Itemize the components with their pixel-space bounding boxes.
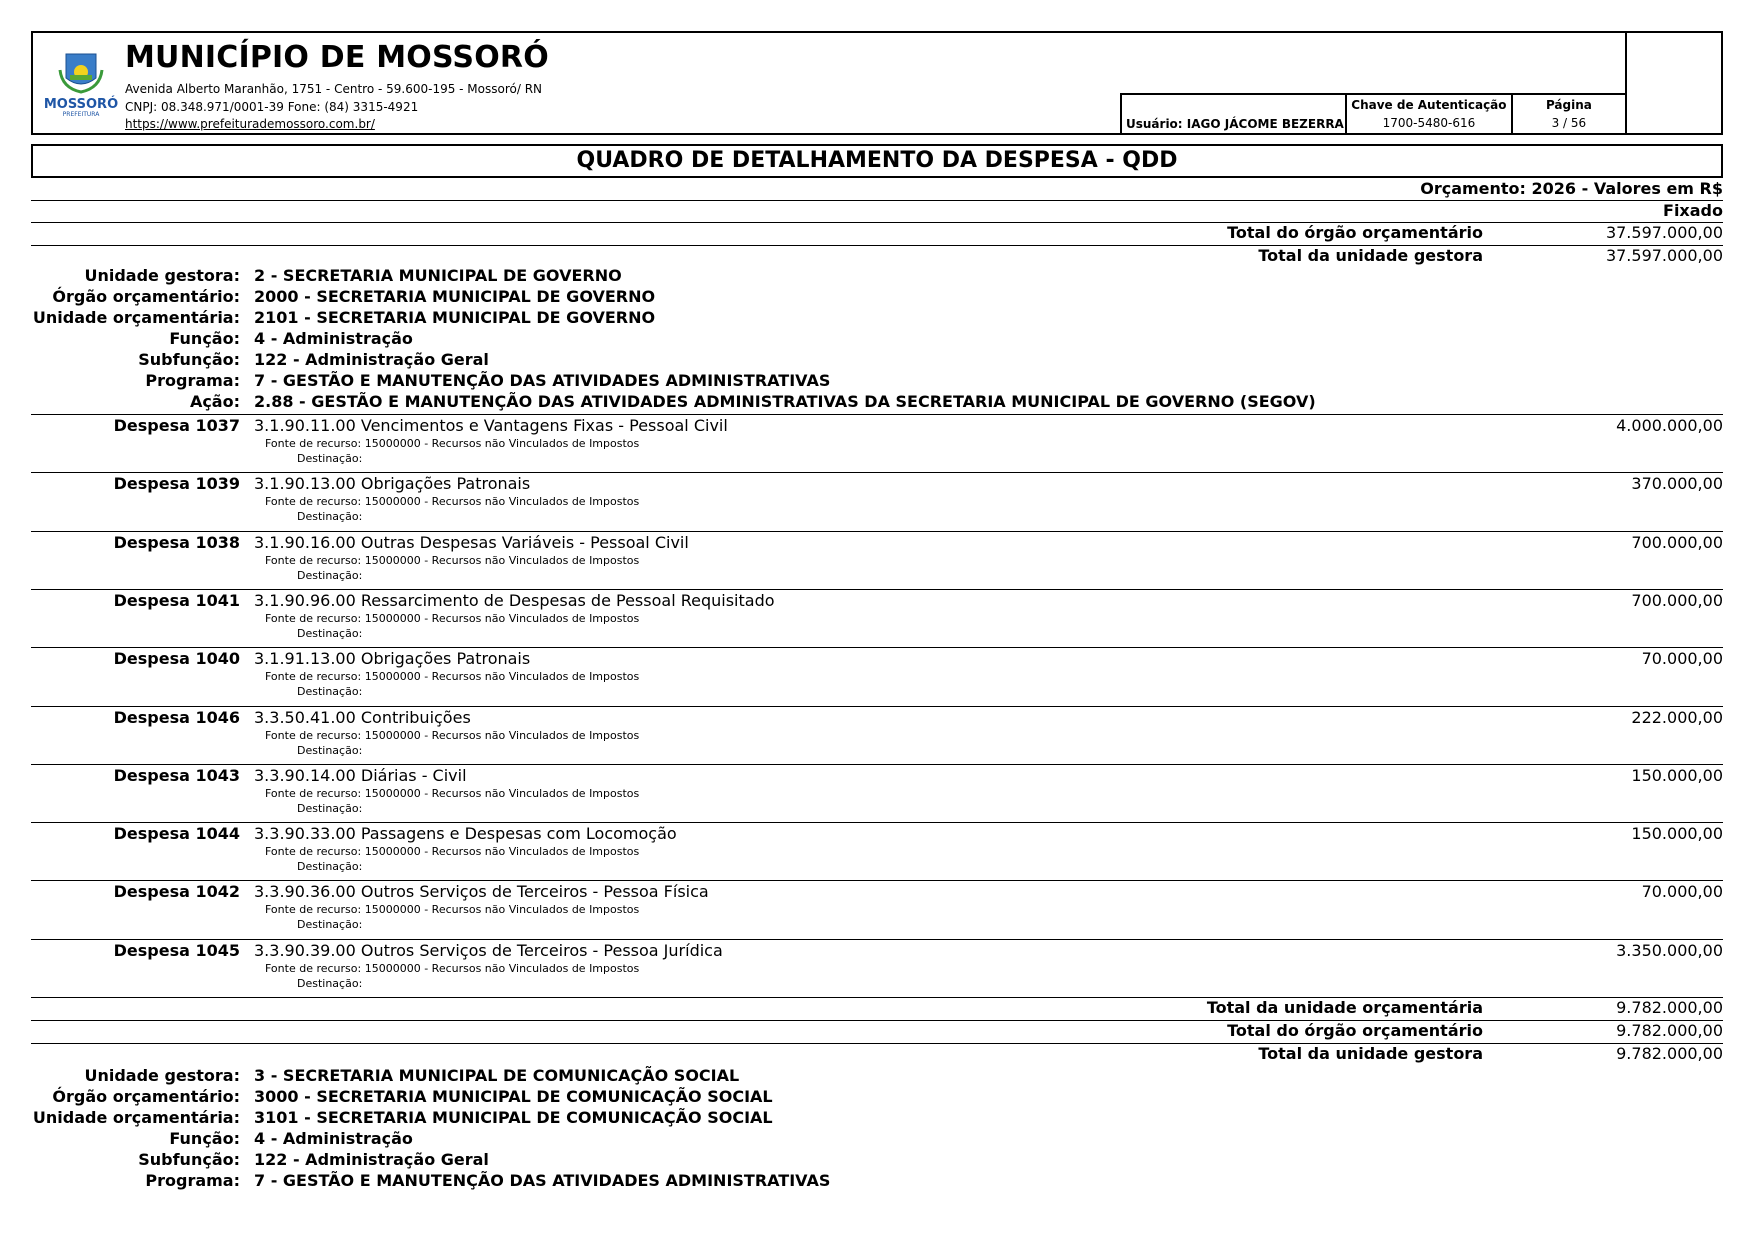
cnpj-phone: CNPJ: 08.348.971/0001-39 Fone: (84) 3315-4921	[125, 100, 419, 114]
address: Avenida Alberto Maranhão, 1751 - Centro - 59.600-195 - Mossoró/ RN	[125, 82, 543, 96]
mossoro-logo	[40, 48, 122, 118]
expense-id: Despesa 1038	[113, 532, 240, 552]
expense-value: 150.000,00	[1631, 824, 1723, 844]
meta-value: 122 - Administração Geral	[254, 1150, 489, 1169]
destination: Destinação:	[297, 685, 363, 699]
total-label: Total da unidade gestora	[1258, 246, 1483, 265]
meta-label: Unidade orçamentária:	[32, 1108, 240, 1127]
expense-row	[31, 647, 1723, 706]
total-row	[31, 998, 1723, 1020]
funding-source: Fonte de recurso: 15000000 - Recursos não Vinculados de Impostos	[265, 903, 640, 917]
expense-row	[31, 531, 1723, 590]
destination: Destinação:	[297, 801, 363, 815]
divider	[31, 200, 1723, 201]
meta-row	[0, 1066, 1755, 1087]
meta-label: Unidade orçamentária:	[32, 308, 240, 327]
expense-description: 3.3.50.41.00 Contribuições	[254, 707, 471, 727]
meta-label: Órgão orçamentário:	[52, 287, 240, 306]
meta-value: 4 - Administração	[254, 329, 413, 348]
destination: Destinação:	[297, 918, 363, 932]
funding-source: Fonte de recurso: 15000000 - Recursos não Vinculados de Impostos	[265, 670, 640, 684]
expense-description: 3.1.91.13.00 Obrigações Patronais	[254, 649, 531, 669]
municipality-title: MUNICÍPIO DE MOSSORÓ	[125, 40, 549, 75]
svg-text:PREFEITURA: PREFEITURA	[62, 111, 100, 118]
total-row	[31, 223, 1723, 245]
funding-source: Fonte de recurso: 15000000 - Recursos não Vinculados de Impostos	[265, 495, 640, 509]
expense-description: 3.3.90.14.00 Diárias - Civil	[254, 765, 467, 785]
coat-of-arms-icon	[40, 48, 122, 118]
page-label: Página	[1545, 98, 1592, 112]
funding-source: Fonte de recurso: 15000000 - Recursos não Vinculados de Impostos	[265, 845, 640, 859]
destination: Destinação:	[297, 568, 363, 582]
page-number: 3 / 56	[1551, 116, 1587, 130]
expense-description: 3.1.90.96.00 Ressarcimento de Despesas de Pessoal Requisitado	[254, 590, 775, 610]
meta-value: 3000 - SECRETARIA MUNICIPAL DE COMUNICAÇÃO SOCIAL	[254, 1087, 773, 1106]
funding-source: Fonte de recurso: 15000000 - Recursos não Vinculados de Impostos	[265, 786, 640, 800]
meta-label: Programa:	[145, 1171, 240, 1190]
meta-row	[0, 1150, 1755, 1171]
meta-value: 3101 - SECRETARIA MUNICIPAL DE COMUNICAÇÃO SOCIAL	[254, 1108, 773, 1127]
total-row	[31, 1044, 1723, 1066]
destination: Destinação:	[297, 626, 363, 640]
expense-row	[31, 589, 1723, 648]
total-label: Total da unidade orçamentária	[1206, 998, 1483, 1017]
expense-id: Despesa 1040	[113, 649, 240, 669]
expense-row	[31, 764, 1723, 823]
expense-row	[31, 706, 1723, 765]
destination: Destinação:	[297, 452, 363, 465]
funding-source: Fonte de recurso: 15000000 - Recursos não Vinculados de Impostos	[265, 437, 640, 450]
meta-row	[0, 371, 1755, 392]
meta-label: Subfunção:	[138, 1150, 240, 1169]
expense-row	[31, 472, 1723, 531]
budget-line: Orçamento: 2026 - Valores em R$	[1420, 179, 1723, 198]
expense-id: Despesa 1043	[113, 765, 240, 785]
destination: Destinação:	[297, 743, 363, 757]
column-header-fixado: Fixado	[1663, 201, 1723, 220]
meta-value: 7 - GESTÃO E MANUTENÇÃO DAS ATIVIDADES ADMINISTRATIVAS	[254, 371, 831, 390]
expense-id: Despesa 1046	[113, 707, 240, 727]
destination: Destinação:	[297, 976, 363, 990]
total-value: 37.597.000,00	[1605, 246, 1723, 265]
meta-value: 2 - SECRETARIA MUNICIPAL DE GOVERNO	[254, 266, 622, 285]
expense-row	[31, 414, 1723, 473]
meta-row	[0, 1108, 1755, 1129]
expense-value: 150.000,00	[1631, 765, 1723, 785]
total-value: 9.782.000,00	[1616, 1044, 1723, 1063]
funding-source: Fonte de recurso: 15000000 - Recursos não Vinculados de Impostos	[265, 728, 640, 742]
expense-id: Despesa 1042	[113, 882, 240, 902]
meta-row	[0, 308, 1755, 329]
meta-label: Função:	[169, 329, 240, 348]
meta-label: Órgão orçamentário:	[52, 1087, 240, 1106]
meta-label: Unidade gestora:	[84, 1066, 240, 1085]
meta-row	[0, 287, 1755, 308]
auth-key-value: 1700-5480-616	[1382, 116, 1476, 130]
user-name: Usuário: IAGO JÁCOME BEZERRA	[1122, 95, 1347, 135]
expense-value: 700.000,00	[1631, 590, 1723, 610]
expense-id: Despesa 1045	[113, 940, 240, 960]
meta-row	[0, 1171, 1755, 1192]
expense-id: Despesa 1037	[113, 416, 240, 435]
expense-value: 70.000,00	[1641, 649, 1723, 669]
svg-text:MOSSORÓ: MOSSORÓ	[43, 97, 119, 112]
meta-value: 2101 - SECRETARIA MUNICIPAL DE GOVERNO	[254, 308, 656, 327]
meta-value: 4 - Administração	[254, 1129, 413, 1148]
funding-source: Fonte de recurso: 15000000 - Recursos não Vinculados de Impostos	[265, 553, 640, 567]
meta-row	[0, 350, 1755, 371]
expense-description: 3.3.90.39.00 Outros Serviços de Terceiros - Pessoa Jurídica	[254, 940, 723, 960]
total-row	[31, 1021, 1723, 1043]
expense-description: 3.3.90.36.00 Outros Serviços de Terceiros - Pessoa Física	[254, 882, 709, 902]
expense-value: 4.000.000,00	[1616, 416, 1723, 435]
expense-value: 3.350.000,00	[1616, 940, 1723, 960]
expense-value: 700.000,00	[1631, 532, 1723, 552]
expense-description: 3.1.90.13.00 Obrigações Patronais	[254, 474, 531, 494]
expense-value: 222.000,00	[1631, 707, 1723, 727]
meta-value: 7 - GESTÃO E MANUTENÇÃO DAS ATIVIDADES ADMINISTRATIVAS	[254, 1171, 831, 1190]
total-label: Total do órgão orçamentário	[1227, 1021, 1483, 1040]
meta-value: 122 - Administração Geral	[254, 350, 489, 369]
meta-row	[0, 392, 1755, 413]
meta-value: 2000 - SECRETARIA MUNICIPAL DE GOVERNO	[254, 287, 656, 306]
expense-id: Despesa 1041	[113, 590, 240, 610]
expense-id: Despesa 1044	[113, 824, 240, 844]
header-info-box	[1120, 93, 1625, 135]
website-link[interactable]: https://www.prefeiturademossoro.com.br/	[125, 117, 375, 131]
expense-value: 370.000,00	[1631, 474, 1723, 494]
meta-label: Programa:	[145, 371, 240, 390]
auth-key-label: Chave de Autenticação	[1351, 98, 1507, 112]
destination: Destinação:	[297, 510, 363, 524]
total-value: 9.782.000,00	[1616, 1021, 1723, 1040]
page-cell	[1513, 95, 1625, 135]
meta-row	[0, 1087, 1755, 1108]
total-label: Total do órgão orçamentário	[1227, 223, 1483, 242]
expense-description: 3.1.90.11.00 Vencimentos e Vantagens Fixas - Pessoal Civil	[254, 416, 728, 435]
meta-label: Função:	[169, 1129, 240, 1148]
funding-source: Fonte de recurso: 15000000 - Recursos não Vinculados de Impostos	[265, 611, 640, 625]
meta-row	[0, 1129, 1755, 1150]
expense-row	[31, 939, 1723, 998]
expense-row	[31, 880, 1723, 939]
expense-description: 3.1.90.16.00 Outras Despesas Variáveis - Pessoal Civil	[254, 532, 689, 552]
header-divider	[1625, 31, 1627, 135]
total-row	[31, 246, 1723, 268]
meta-value: 2.88 - GESTÃO E MANUTENÇÃO DAS ATIVIDADES ADMINISTRATIVAS DA SECRETARIA MUNICIPAL DE GOVERNO (SEGOV)	[254, 392, 1316, 411]
report-title: QUADRO DE DETALHAMENTO DA DESPESA - QDD	[31, 144, 1723, 178]
meta-row	[0, 266, 1755, 287]
funding-source: Fonte de recurso: 15000000 - Recursos não Vinculados de Impostos	[265, 961, 640, 975]
total-value: 37.597.000,00	[1605, 223, 1723, 242]
meta-label: Unidade gestora:	[84, 266, 240, 285]
meta-label: Subfunção:	[138, 350, 240, 369]
auth-key-cell	[1347, 95, 1513, 135]
expense-value: 70.000,00	[1641, 882, 1723, 902]
meta-value: 3 - SECRETARIA MUNICIPAL DE COMUNICAÇÃO SOCIAL	[254, 1066, 740, 1085]
total-label: Total da unidade gestora	[1258, 1044, 1483, 1063]
expense-description: 3.3.90.33.00 Passagens e Despesas com Locomoção	[254, 824, 677, 844]
total-value: 9.782.000,00	[1616, 998, 1723, 1017]
expense-id: Despesa 1039	[113, 474, 240, 494]
meta-label: Ação:	[189, 392, 240, 411]
destination: Destinação:	[297, 860, 363, 874]
meta-row	[0, 329, 1755, 350]
expense-row	[31, 822, 1723, 881]
